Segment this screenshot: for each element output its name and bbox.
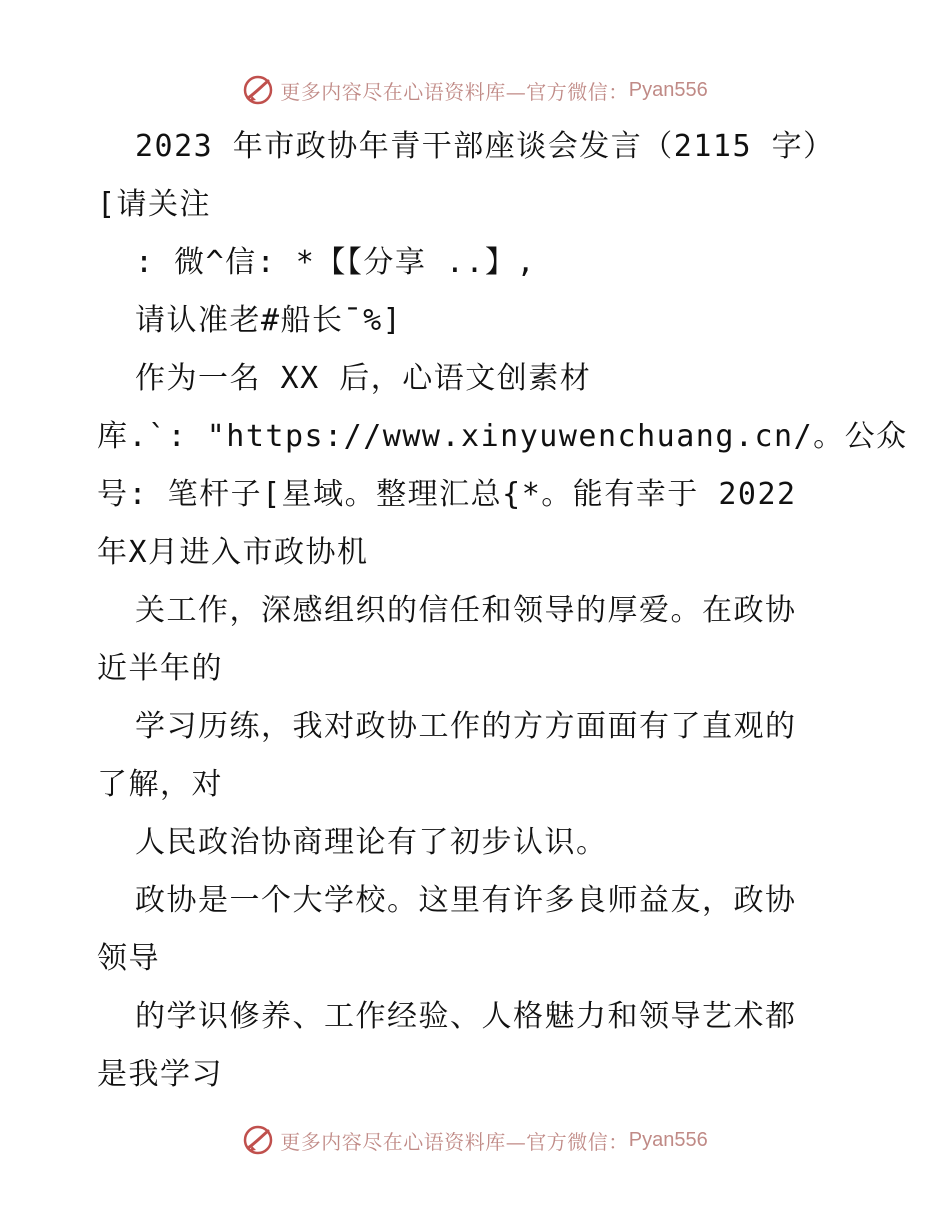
text-line: 了解，对	[97, 767, 223, 802]
text-line: 的学识修养、工作经验、人格魅力和领导艺术都	[135, 999, 797, 1034]
text-line: 库.`: "https://www.xinyuwenchuang.cn/。公众	[97, 419, 908, 454]
text-line: 号: 笔杆子[星域。整理汇总{*。能有幸于 2022	[97, 477, 797, 512]
text-line: 学习历练，我对政协工作的方方面面有了直观的	[135, 709, 797, 744]
text-line: 请认准老#船长¯%]	[135, 303, 403, 338]
pen-logo-icon	[242, 1124, 274, 1156]
text-line: : 微^信: *【【分享 ..】,	[135, 245, 537, 280]
watermark-text: 更多内容尽在心语资料库—官方微信：	[280, 1129, 629, 1154]
watermark-id: Pyan556	[628, 1128, 708, 1151]
watermark-banner-top	[0, 70, 950, 110]
text-line: 近半年的	[97, 651, 223, 686]
text-line: 领导	[97, 941, 160, 976]
text-line: 是我学习	[97, 1057, 223, 1092]
text-line: 2023 年市政协年青干部座谈会发言（2115 字）	[135, 129, 835, 164]
watermark-text: 更多内容尽在心语资料库—官方微信：	[280, 79, 629, 104]
text-line: 政协是一个大学校。这里有许多良师益友，政协	[135, 883, 797, 918]
pen-logo-icon	[242, 74, 274, 106]
text-line: [请关注	[97, 187, 212, 222]
text-line: 人民政治协商理论有了初步认识。	[135, 825, 608, 860]
watermark-id: Pyan556	[628, 78, 708, 101]
text-line: 作为一名 XX 后，心语文创素材	[135, 361, 592, 396]
watermark-banner-bottom	[0, 1120, 950, 1160]
text-line: 关工作，深感组织的信任和领导的厚爱。在政协	[135, 593, 797, 628]
text-line: 年X月进入市政协机	[97, 535, 369, 570]
document-body	[97, 118, 908, 1104]
